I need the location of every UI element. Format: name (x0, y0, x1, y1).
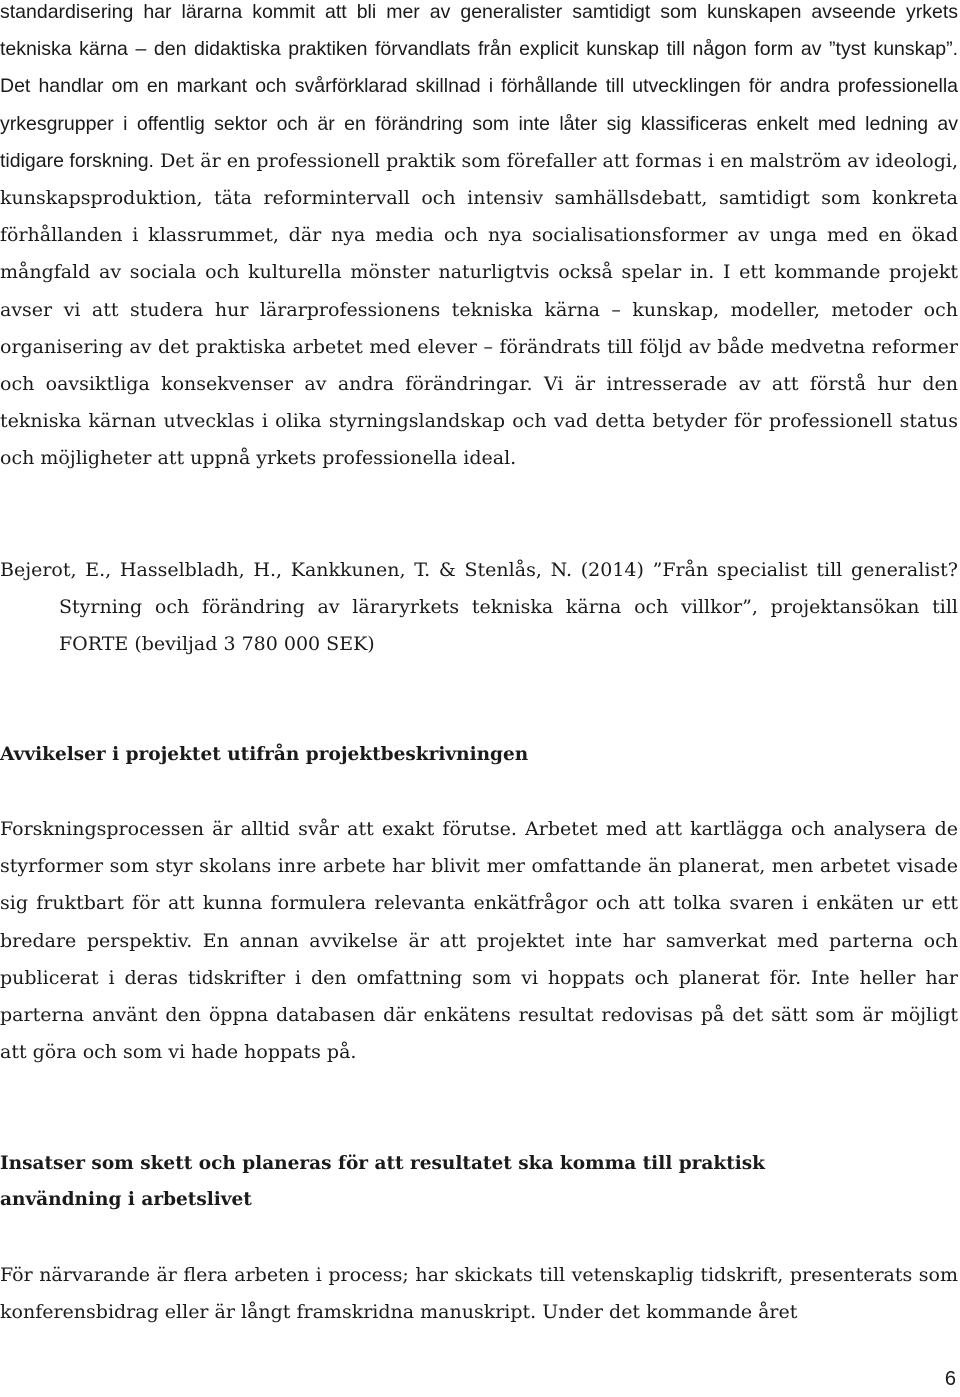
page-number: 6 (944, 1368, 956, 1390)
section-heading-deviations: Avvikelser i projektet utifrån projektbeskrivningen (0, 744, 529, 765)
intro-paragraph-sans-part: standardisering har lärarna kommit att bli mer av generalister samtidigt som kunskapen avseende yrkets tekniska kärna – den didaktiska praktiken förvandlats från explicit kunskap till någon form av ”tyst kunskap”. Det handlar om en markant och svårförklarad skillnad i förhållande till utvecklingen för andra professionella yrkesgrupper i offentlig sektor och är en förändring som inte låter sig klassificeras enkelt med ledning av tidigare forskning. (0, 1, 958, 172)
efforts-paragraph: För närvarande är flera arbeten i process; har skickats till vetenskaplig tidskrift, presenterats som konferensbidrag eller är långt framskridna manuskript. Under det kommande året (0, 1264, 958, 1324)
reference-entry: Bejerot, E., Hasselbladh, H., Kankkunen, T. & Stenlås, N. (2014) ”Från specialist till generalist? Styrning och förändring av läraryrkets tekniska kärna och villkor”, projektansökan till FORTE (beviljad 3 780 000 SEK) (0, 559, 958, 656)
deviations-paragraph: Forskningsprocessen är alltid svår att exakt förutse. Arbetet med att kartlägga och analysera de styrformer som styr skolans inre arbete har blivit mer omfattande än planerat, men arbetet visade sig fruktbart för att kunna formulera relevanta enkätfrågor och att tolka svaren i enkäten ur ett bredare perspektiv. En annan avvikelse är att projektet inte har samverkat med parterna och publicerat i deras tidskrifter i den omfattning som vi hoppats och planerat för. Inte heller har parterna använt den öppna databasen där enkätens resultat redovisas på det sätt som är möjligt att göra och som vi hade hoppats på. (0, 818, 958, 1064)
intro-paragraph (0, 0, 958, 478)
intro-paragraph-serif-part: Det är en professionell praktik som förefaller att formas i en malström av ideologi, kunskapsproduktion, täta reformintervall och intensiv samhällsdebatt, samtidigt som konkreta förhållanden i klassrummet, där nya media och nya socialisationsformer av unga med en ökad mångfald av sociala och kulturella mönster naturligtvis också spelar in. I ett kommande projekt avser vi att studera hur lärarprofessionens tekniska kärna – kunskap, modeller, metoder och organisering av det praktiska arbetet med elever – förändrats till följd av både medvetna reformer och oavsiktliga konsekvenser av andra förändringar. Vi är intresserade av att förstå hur den tekniska kärnan utvecklas i olika styrningslandskap och vad detta betyder för professionell status och möjligheter att uppnå yrkets professionella ideal. (0, 149, 958, 470)
section-heading-efforts: Insatser som skett och planeras för att resultatet ska komma till praktisk användning i arbetslivet (0, 1153, 765, 1210)
